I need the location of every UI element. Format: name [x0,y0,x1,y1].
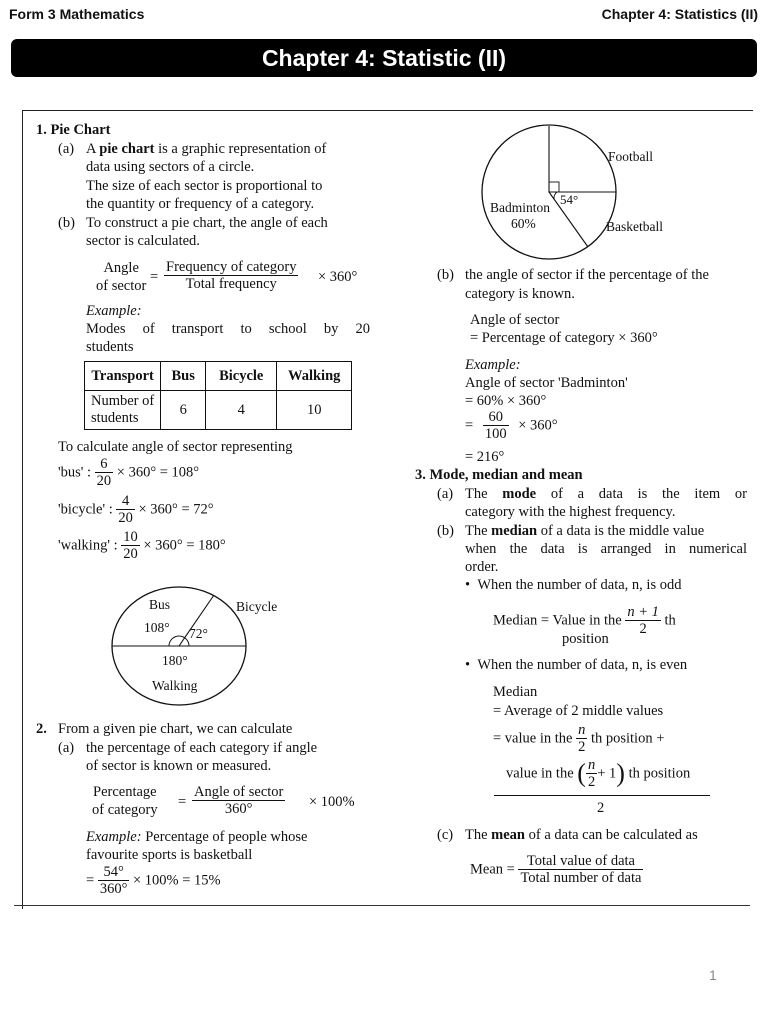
s2-example-calc: = $\frac{54^\circ}{360^\circ}$ × 100% = 15% [86,864,221,897]
s3a-line1: The mode of a data is the item or [465,486,747,502]
s2b-example-line1: Angle of sector 'Badminton' [465,375,628,391]
s2b-label: (b) [437,267,454,283]
pie1-angle-arc [169,636,189,646]
angle-formula-lhs: Angle of sector [96,260,147,294]
page-number: 1 [709,967,717,983]
s2b-formula-line2: = Percentage of category × 360° [470,330,658,346]
table-cell-bicycle: 4 [206,391,277,430]
pct-formula-lhs: Percentage of category [92,784,158,818]
s2-example-line1: Example: Percentage of people whose [86,829,308,845]
pie1-angle-bicycle: 72° [189,626,208,641]
pie2-label-football: Football [608,149,654,164]
calc-bus: 'bus' : $\frac{6}{20}$ × 360° = 108° [58,456,200,489]
section2-heading: From a given pie chart, we can calculate [58,721,293,737]
angle-formula-mult: × 360° [318,269,358,285]
s2a-line2: of sector is known or measured. [86,758,272,774]
even-line2: = Average of 2 middle values [493,703,664,719]
s3b-label: (b) [437,523,454,539]
s1-example-label: Example: [86,303,142,319]
s3a-line2: category with the highest frequency. [465,504,676,520]
table-cell-bus: 6 [161,391,206,430]
s2b-line1: the angle of sector if the percentage of the [465,267,709,283]
table-header-bus: Bus [161,362,206,391]
pie2-label-basketball: Basketball [606,219,663,234]
s2-example-line2: favourite sports is basketball [86,847,253,863]
s2b-formula-line1: Angle of sector [470,312,560,328]
calc-walking: 'walking' : $\frac{10}{20}$ × 360° = 180° [58,529,226,562]
pct-formula-eq: = [178,794,187,810]
even-line4: value in the ( $\frac{n}{2}$ + 1) th position [506,757,691,790]
s3b-line1: The median of a data is the middle value [465,523,705,539]
s1-example-line1: Modes of transport to school by 20 [86,321,370,337]
pie1-label-walking: Walking [152,678,198,693]
transport-table [84,361,352,430]
pct-formula-fraction: $\frac{\text{Angle of sector}}{360^\circ}$ [194,784,284,817]
s2b-example-result: = 216° [465,449,505,465]
even-bullet: • When the number of data, n, is even [465,657,688,673]
pie2-label-badminton: Badminton [490,200,550,215]
table-row-label: Number of students [85,391,161,430]
pie2-angle-arc [554,192,557,199]
even-denominator: 2 [597,800,605,816]
odd-bullet: • When the number of data, n, is odd [465,577,682,593]
header-left: Form 3 Mathematics [9,6,145,22]
s3c-label: (c) [437,827,454,843]
pie1-label-bicycle: Bicycle [236,599,278,614]
s3c-line1: The mean of a data can be calculated as [465,827,698,843]
calc-intro: To calculate angle of sector representing [58,439,293,455]
pie1-label-bus: Bus [149,597,171,612]
mean-formula: Mean = $\frac{\text{Total value of data}}{\text{Total number of data}}$ [470,853,642,886]
s1b-line2: sector is calculated. [86,233,200,249]
s1a-line3: The size of each sector is proportional to [86,178,323,194]
transport-pie-chart [100,584,290,712]
s1b-label: (b) [58,215,75,231]
table-cell-walking: 10 [277,391,352,430]
s1-example-line2: students [86,339,134,355]
s1a-label: (a) [58,141,75,157]
bottom-rule [14,905,750,906]
angle-formula-fraction: $\frac{\text{Frequency of category}}{\text{Total frequency}}$ [166,259,297,292]
s1a-line1: A pie chart is a graphic representation of [86,141,327,157]
s3b-line3: order. [465,559,499,575]
table-header-bicycle: Bicycle [206,362,277,391]
s1b-line1: To construct a pie chart, the angle of each [86,215,328,231]
s3b-line2: when the data is arranged in numerical [465,541,747,557]
pie2-right-angle [549,182,559,192]
table-header-transport: Transport [85,362,161,391]
pie1-angle-walking: 180° [162,653,188,668]
chapter-banner: Chapter 4: Statistic (II) [11,39,757,77]
s3a-label: (a) [437,486,454,502]
pie2-badminton-pct: 60% [511,216,536,231]
s1a-line4: the quantity or frequency of a category. [86,196,315,212]
pie1-angle-bus: 108° [144,620,170,635]
s2b-example-calc: = $\frac{60}{100}$ × 360° [465,409,558,442]
section2-num: 2. [36,721,47,737]
odd-position: position [562,631,609,647]
s2b-example-label: Example: [465,357,521,373]
even-line3: = value in the $\frac{n}{2}$ th position + [493,722,665,755]
angle-formula-eq: = [150,269,159,285]
even-line1: Median [493,684,538,700]
section1-heading: 1. Pie Chart [36,122,111,138]
s2a-line1: the percentage of each category if angle [86,740,318,756]
s1a-line2: data using sectors of a circle. [86,159,255,175]
pie2-angle: 54° [560,192,579,207]
odd-median-formula: Median = Value in the $\frac{n + 1}{2}$ th [493,604,676,637]
calc-bicycle: 'bicycle' : $\frac{4}{20}$ × 360° = 72° [58,493,214,526]
pct-formula-mult: × 100% [309,794,355,810]
s2b-example-line2: = 60% × 360° [465,393,547,409]
sports-pie-chart [476,118,686,266]
s2a-label: (a) [58,740,75,756]
header-right: Chapter 4: Statistics (II) [601,6,758,22]
table-header-walking: Walking [277,362,352,391]
even-fraction-bar [494,795,710,796]
s2b-line2: category is known. [465,286,575,302]
section3-heading: 3. Mode, median and mean [415,467,583,483]
